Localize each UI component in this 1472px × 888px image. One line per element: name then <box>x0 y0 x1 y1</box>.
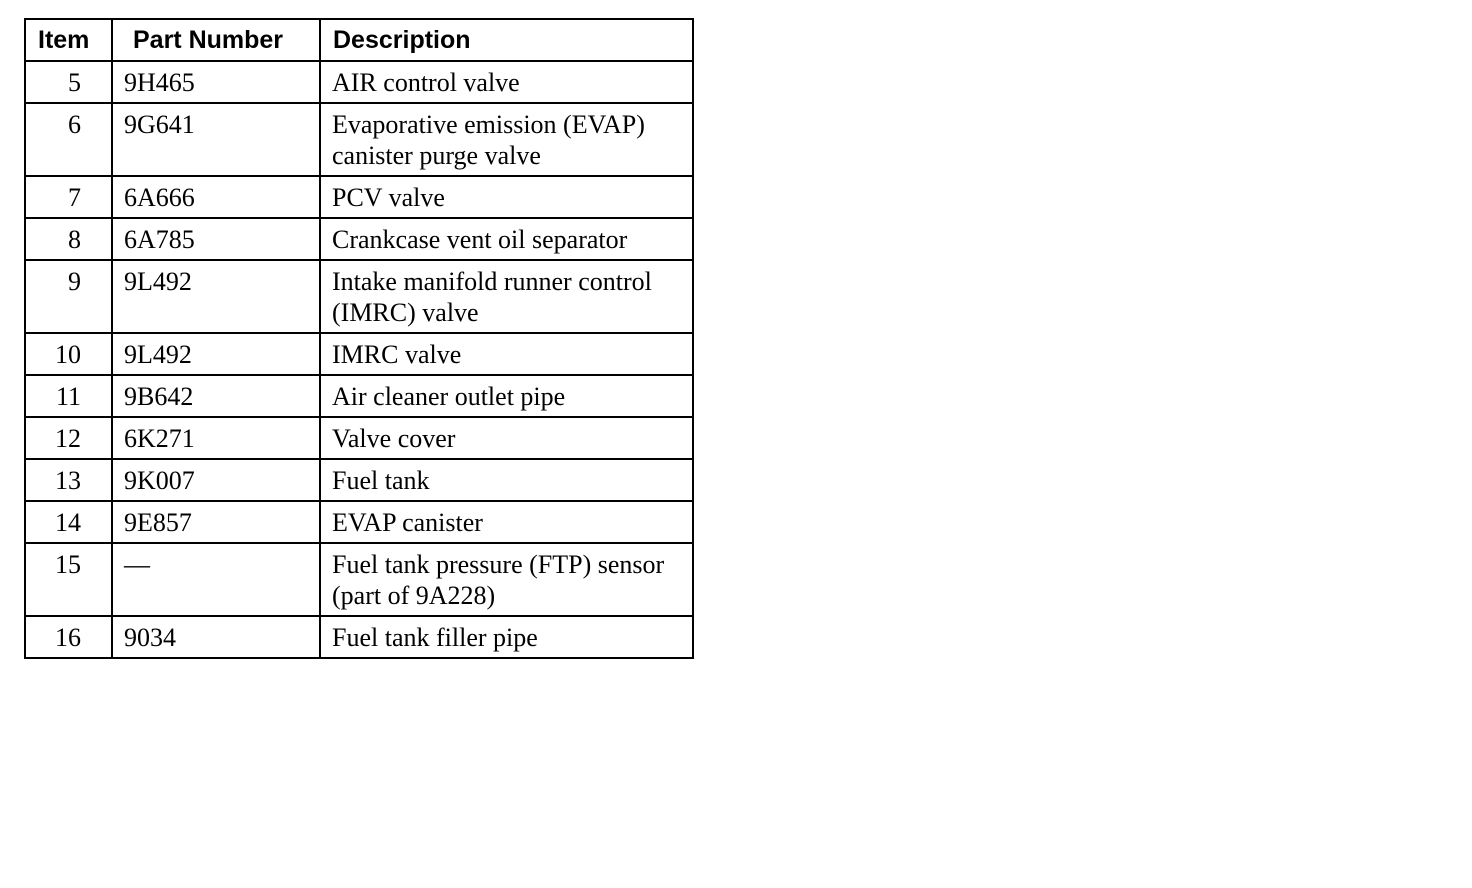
table-row <box>25 616 693 658</box>
header-row <box>25 19 693 61</box>
table-row <box>25 218 693 260</box>
part-number-cell: — <box>112 543 320 616</box>
header-description: Description <box>320 19 693 61</box>
table-row <box>25 417 693 459</box>
part-number-cell: 9K007 <box>112 459 320 501</box>
part-number-cell: 9H465 <box>112 61 320 103</box>
description-cell: EVAP canister <box>320 501 693 543</box>
table-body <box>25 61 693 658</box>
description-cell: IMRC valve <box>320 333 693 375</box>
description-cell: Fuel tank filler pipe <box>320 616 693 658</box>
table-row <box>25 501 693 543</box>
description-cell: Fuel tank pressure (FTP) sensor (part of 9A228) <box>320 543 693 616</box>
table-row <box>25 333 693 375</box>
description-cell: PCV valve <box>320 176 693 218</box>
header-part-number: Part Number <box>112 19 320 61</box>
table-row <box>25 543 693 616</box>
item-cell: 13 <box>25 459 112 501</box>
table-row <box>25 459 693 501</box>
description-cell: AIR control valve <box>320 61 693 103</box>
item-cell: 11 <box>25 375 112 417</box>
table-header <box>25 19 693 61</box>
part-number-cell: 6K271 <box>112 417 320 459</box>
description-cell: Crankcase vent oil separator <box>320 218 693 260</box>
part-number-cell: 9G641 <box>112 103 320 176</box>
description-cell: Air cleaner outlet pipe <box>320 375 693 417</box>
part-number-cell: 9E857 <box>112 501 320 543</box>
description-cell: Fuel tank <box>320 459 693 501</box>
item-cell: 15 <box>25 543 112 616</box>
part-number-cell: 9L492 <box>112 260 320 333</box>
description-cell: Valve cover <box>320 417 693 459</box>
part-number-cell: 9034 <box>112 616 320 658</box>
description-cell: Intake manifold runner control (IMRC) valve <box>320 260 693 333</box>
part-number-cell: 9B642 <box>112 375 320 417</box>
item-cell: 12 <box>25 417 112 459</box>
table-row <box>25 176 693 218</box>
parts-table <box>24 18 694 659</box>
item-cell: 7 <box>25 176 112 218</box>
item-cell: 6 <box>25 103 112 176</box>
description-cell: Evaporative emission (EVAP) canister purge valve <box>320 103 693 176</box>
table-row <box>25 103 693 176</box>
part-number-cell: 6A666 <box>112 176 320 218</box>
item-cell: 16 <box>25 616 112 658</box>
part-number-cell: 9L492 <box>112 333 320 375</box>
item-cell: 9 <box>25 260 112 333</box>
header-item: Item <box>25 19 112 61</box>
table-row <box>25 260 693 333</box>
item-cell: 14 <box>25 501 112 543</box>
item-cell: 10 <box>25 333 112 375</box>
part-number-cell: 6A785 <box>112 218 320 260</box>
item-cell: 5 <box>25 61 112 103</box>
table-row <box>25 375 693 417</box>
item-cell: 8 <box>25 218 112 260</box>
table-row <box>25 61 693 103</box>
